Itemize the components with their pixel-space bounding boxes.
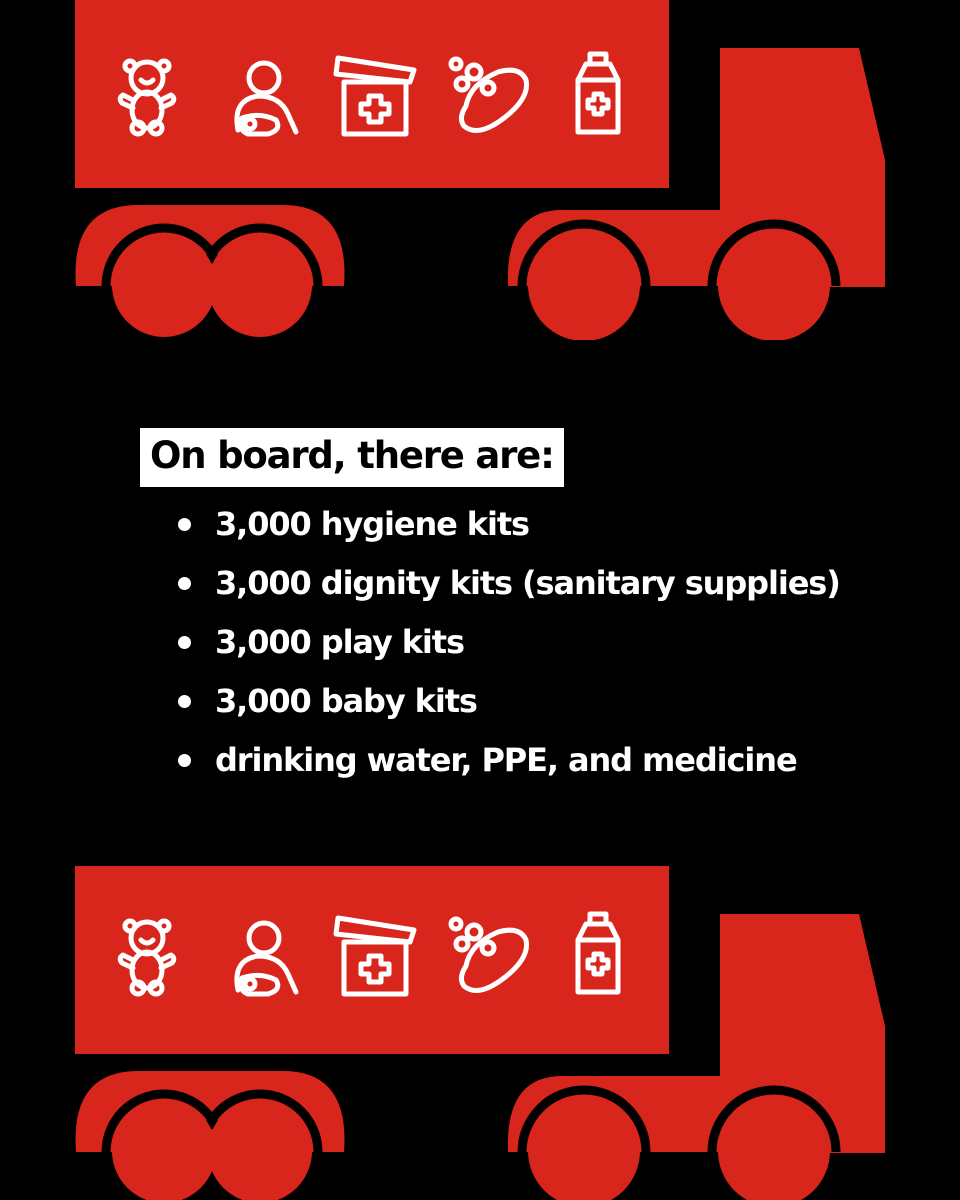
info-heading: On board, there are: [140, 428, 564, 487]
list-item: 3,000 baby kits [140, 672, 900, 731]
bullet-icon [178, 636, 191, 649]
truck-wheel [112, 233, 216, 337]
bullet-icon [178, 754, 191, 767]
truck-wheel [528, 229, 640, 340]
list-item: drinking water, PPE, and medicine [140, 731, 900, 790]
list-item: 3,000 hygiene kits [140, 495, 900, 554]
truck-wheel [208, 233, 312, 337]
truck-wheel [112, 1099, 216, 1200]
supplies-list [140, 495, 900, 790]
truck-wheel [208, 1099, 312, 1200]
bullet-icon [178, 518, 191, 531]
truck-wheel [718, 229, 830, 340]
bullet-icon [178, 695, 191, 708]
bullet-icon [178, 577, 191, 590]
info-panel [140, 428, 900, 790]
list-item: 3,000 dignity kits (sanitary supplies) [140, 554, 900, 613]
truck-top [0, 0, 960, 340]
truck-bottom [0, 860, 960, 1200]
list-item: 3,000 play kits [140, 613, 900, 672]
